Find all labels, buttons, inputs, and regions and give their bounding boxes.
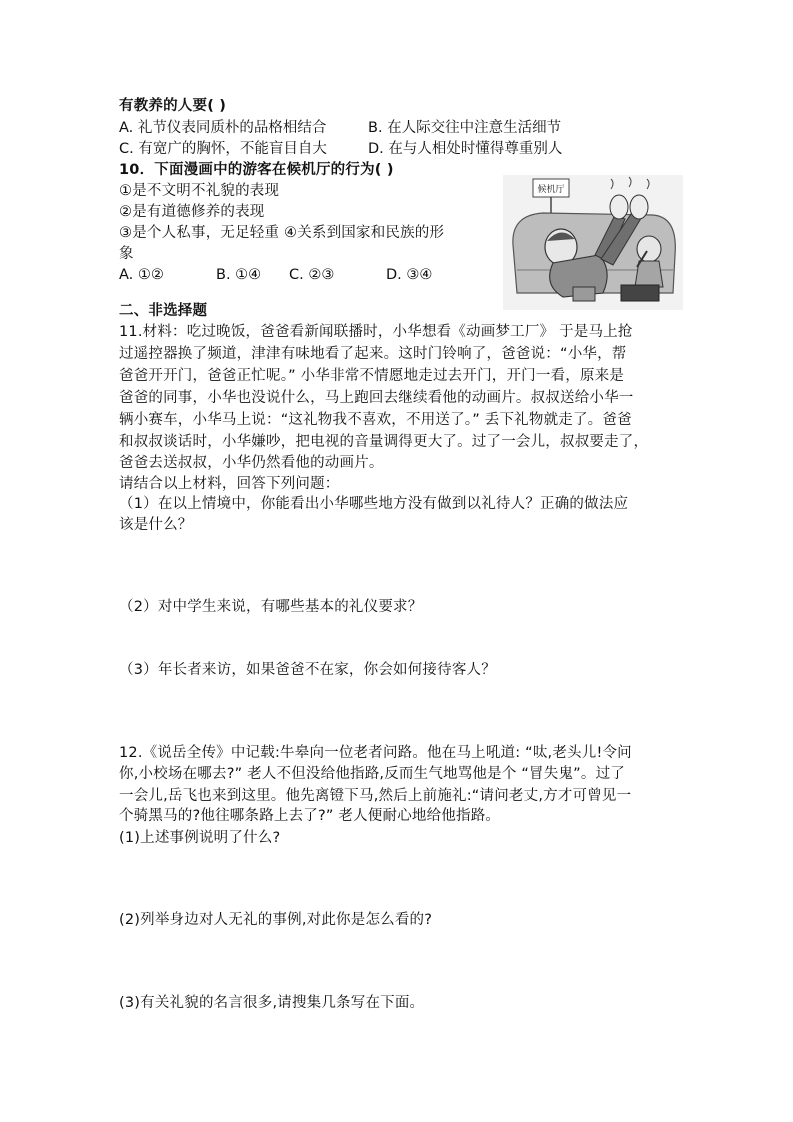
q11-material-line-3: 爸爸开开门，爸爸正忙呢。” 小华非常不情愿地走过去开门，开门一看，原来是: [119, 368, 625, 384]
q11-material-line-4: 爸爸的同事，小华也没说什么，马上跑回去继续看他的动画片。叔叔送给小华一: [119, 390, 634, 406]
q9-stem: 有教养的人要( ): [119, 98, 227, 114]
q11-material-line-6: 和叔叔谈话时，小华嫌吵，把电视的音量调得更大了。过了一会儿，叔叔要走了，: [119, 434, 649, 450]
q10-choice-c: C. ②③: [289, 267, 335, 283]
q9-option-b: B. 在人际交往中注意生活细节: [368, 120, 562, 136]
child-head: [637, 236, 661, 262]
q11-material-line-1: 11.材料：吃过晚饭，爸爸看新闻联播时，小华想看《动画梦工厂》 于是马上抢: [119, 324, 633, 340]
q10-choice-d: D. ③④: [386, 267, 433, 283]
q11-sub-question-1: （1）在以上情境中，你能看出小华哪些地方没有做到以礼待人？正确的做法应: [119, 496, 629, 512]
cartoon-illustration: [503, 175, 683, 310]
bare-foot-2: [630, 195, 648, 219]
bare-foot-1: [610, 195, 628, 219]
q11-sub-question-3: （3）年长者来访，如果爸爸不在家，你会如何接待客人？: [119, 662, 496, 678]
q9-option-d: D. 在与人相处时懂得尊重别人: [368, 141, 563, 157]
q11-material-line-5: 辆小赛车，小华马上说：“这礼物我不喜欢，不用送了。” 丢下礼物就走了。爸爸: [119, 412, 632, 428]
q10-item-2: ②是有道德修养的表现: [119, 204, 265, 220]
q11-material-line-7: 爸爸去送叔叔，小华仍然看他的动画片。: [119, 455, 384, 471]
q12-material-line-3: 一会儿,岳飞也来到这里。他先离镫下马,然后上前施礼:“请问老丈,方才可曾见一: [119, 788, 632, 804]
cartoon-sign-text: 候机厅: [537, 185, 565, 195]
q11-instruction: 请结合以上材料，回答下列问题：: [119, 476, 340, 492]
q12-sub-question-3: (3)有关礼貌的名言很多,请搜集几条写在下面。: [119, 995, 425, 1011]
q12-material-line-2: 你,小校场在哪去?” 老人不但没给他指路,反而生气地骂他是个 “冒失鬼”。过了: [119, 766, 625, 782]
q11-material-line-2: 过遥控器换了频道，津津有味地看了起来。这时门铃响了，爸爸说：“小华，帮: [119, 346, 627, 362]
q11-sub-question-2: （2）对中学生来说，有哪些基本的礼仪要求？: [119, 599, 423, 615]
q10-item-1: ①是不文明不礼貌的表现: [119, 183, 280, 199]
section-2-heading: 二、非选择题: [119, 303, 208, 319]
q10-item-4-cont: 象: [119, 246, 134, 262]
q10-choice-a: A. ①②: [119, 267, 164, 283]
suitcase: [621, 285, 659, 301]
q12-material-line-4: 个骑黑马的?他往哪条路上去了?” 老人便耐心地给他指路。: [119, 808, 501, 824]
q9-option-a: A. 礼节仪表同质朴的品格相结合: [119, 120, 327, 136]
q12-sub-question-2: (2)列举身边对人无礼的事例,对此你是怎么看的?: [119, 912, 433, 928]
q10-item-3-4: ③是个人私事，无足轻重 ④关系到国家和民族的形: [119, 225, 445, 241]
q10-choice-b: B. ①④: [216, 267, 262, 283]
q12-material-line-1: 12.《说岳全传》中记载:牛皋向一位老者问路。他在马上吼道: “呔,老头儿!令问: [119, 745, 632, 761]
q10-stem: 10．下面漫画中的游客在候机厅的行为( ): [119, 162, 394, 178]
q9-option-c: C. 有宽广的胸怀，不能盲目自大: [119, 141, 327, 157]
q11-sub-question-1-cont: 该是什么？: [119, 517, 193, 533]
q12-sub-question-1: (1)上述事例说明了什么?: [119, 830, 281, 846]
